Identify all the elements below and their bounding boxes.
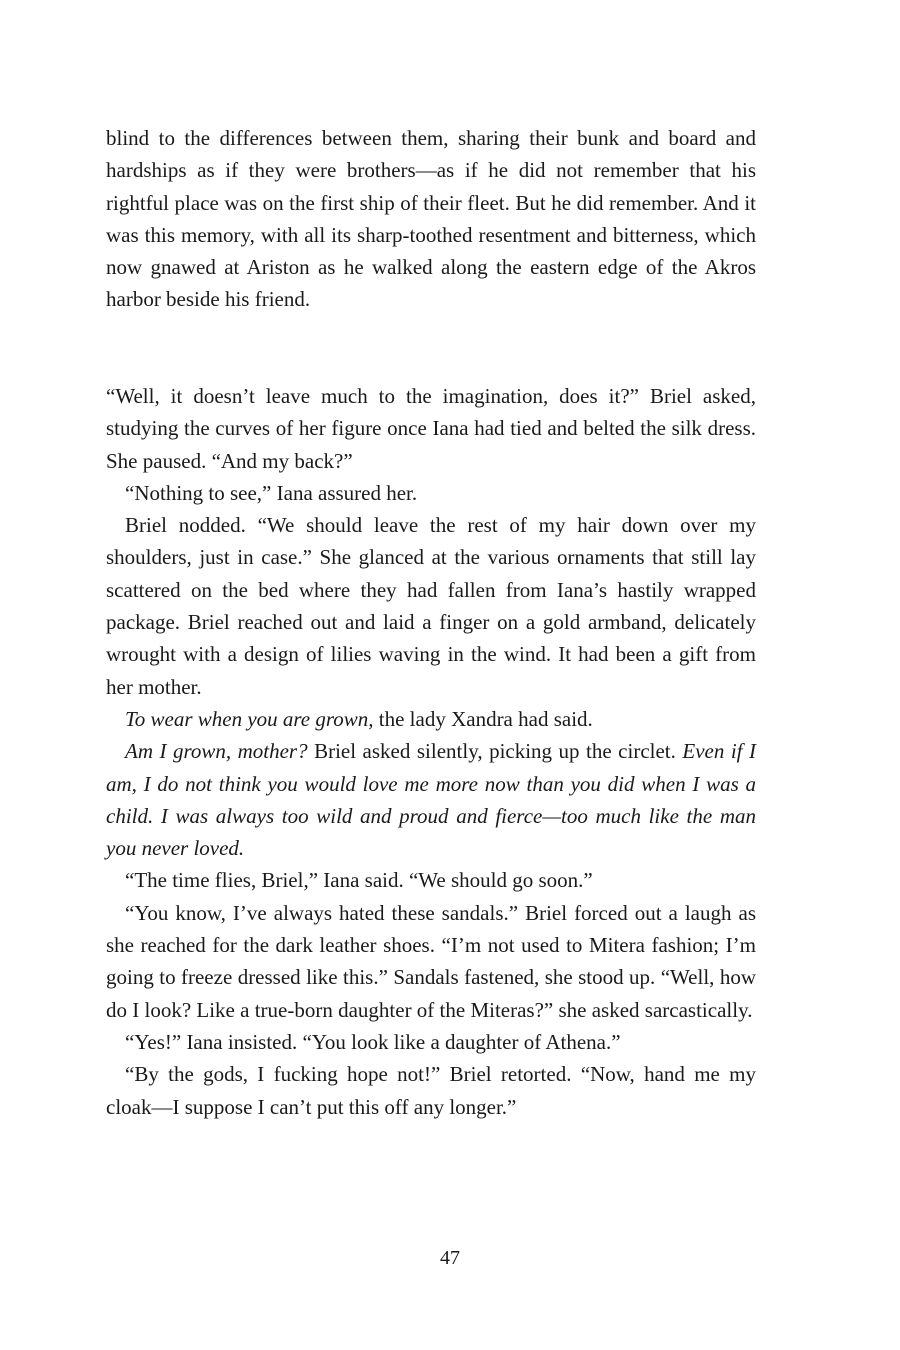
paragraph: “The time flies, Briel,” Iana said. “We should go soon.” bbox=[125, 868, 593, 893]
italic-text: To wear when you are grown, bbox=[125, 706, 374, 731]
text-section-1 bbox=[106, 122, 756, 316]
text-section-2 bbox=[106, 380, 756, 1123]
paragraph: “Nothing to see,” Iana assured her. bbox=[125, 480, 418, 505]
paragraph: “Well, it doesn’t leave much to the imagination, does it?” Briel asked, studying the curves of her figure once Iana had tied and belted the silk dress. She paused. “And my back?” bbox=[106, 384, 756, 473]
paragraph: Briel nodded. “We should leave the rest of my hair down over my shoulders, just in case.” She glanced at the various ornaments that still lay scattered on the bed where they had fallen from Iana’s hastily wrapped package. Briel reached out and laid a finger on a gold armband, delicately wrought with a design of lilies waving in the wind. It had been a gift from her mother. bbox=[106, 513, 756, 699]
paragraph: “By the gods, I fucking hope not!” Briel retorted. “Now, hand me my cloak—I suppose I can’t put this off any longer.” bbox=[106, 1062, 756, 1119]
italic-text: Even if I am, I do not think you would love me more now than you did when I was a child. I was always too wild and proud and fierce—too much like the man you never loved. bbox=[106, 739, 756, 861]
italic-text: Am I grown, mother? bbox=[125, 739, 308, 764]
paragraph: “You know, I’ve always hated these sandals.” Briel forced out a laugh as she reached for the dark leather shoes. “I’m not used to Mitera fashion; I’m going to freeze dressed like this.” Sandals fastened, she stood up. “Well, how do I look? Like a true-born daughter of the Miteras?” she asked sarcastically. bbox=[106, 900, 756, 1022]
paragraph bbox=[106, 703, 756, 735]
page-number: 47 bbox=[440, 1247, 460, 1269]
paragraph: blind to the differences between them, sharing their bunk and board and hardships as if they were brothers—as if he did not remember that his rightful place was on the first ship of their fleet. But he did remember. And it was this memory, with all its sharp-toothed resentment and bitterness, which now gnawed at Ariston as he walked along the eastern edge of the Akros harbor beside his friend. bbox=[106, 126, 756, 312]
paragraph: “Yes!” Iana insisted. “You look like a daughter of Athena.” bbox=[125, 1029, 621, 1054]
paragraph bbox=[106, 735, 756, 864]
plain-text: the lady Xandra had said. bbox=[373, 706, 593, 731]
plain-text: Briel asked silently, picking up the circlet. bbox=[307, 739, 683, 764]
